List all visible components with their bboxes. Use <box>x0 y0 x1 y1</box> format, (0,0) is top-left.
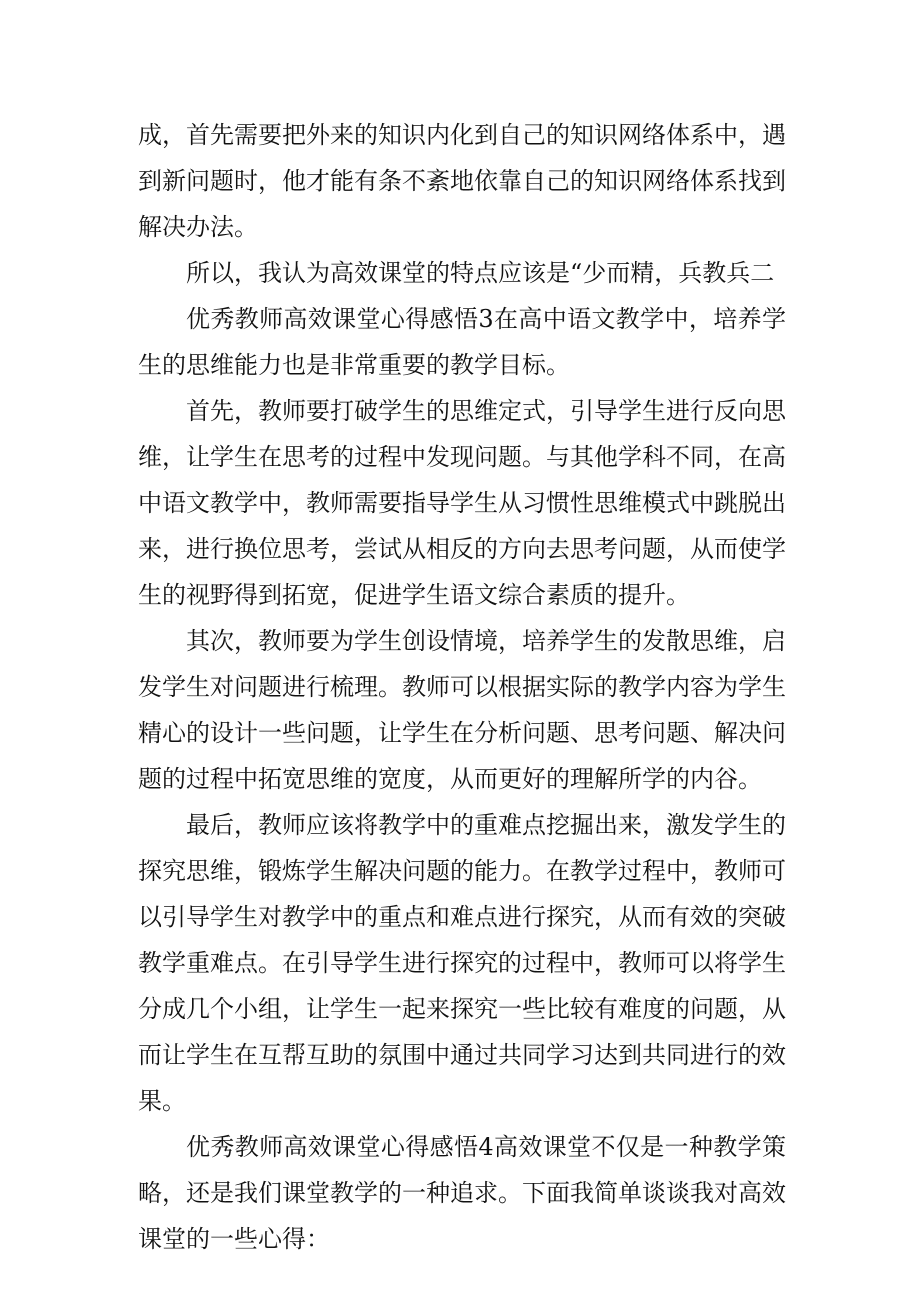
paragraph-reflection-3-intro: 优秀教师高效课堂心得感悟3在高中语文教学中，培养学生的思维能力也是非常重要的教学目标。 <box>138 305 786 379</box>
paragraph-last-point: 最后，教师应该将教学中的重难点挖掘出来，激发学生的探究思维，锻炼学生解决问题的能力。在教学过程中，教师可以引导学生对教学中的重点和难点进行探究，从而有效的突破教学重难点。在引导学生进行探究的过程中，教师可以将学生分成几个小组，让学生一起来探究一些比较有难度的问题，从而让学生在互帮互助的氛围中通过共同学习达到共同进行的效果。 <box>138 811 786 1115</box>
paragraph-first-point: 首先，教师要打破学生的思维定式，引导学生进行反向思维，让学生在思考的过程中发现问题。与其他学科不同，在高中语文教学中，教师需要指导学生从习惯性思维模式中跳脱出来，进行换位思考，尝试从相反的方向去思考问题，从而使学生的视野得到拓宽，促进学生语文综合素质的提升。 <box>138 397 786 609</box>
document-body <box>138 112 786 1262</box>
paragraph-continuation: 成，首先需要把外来的知识内化到自己的知识网络体系中，遇到新问题时，他才能有条不紊地依靠自己的知识网络体系找到解决办法。 <box>138 121 786 241</box>
paragraph-conclusion: 所以，我认为高效课堂的特点应该是“少而精，兵教兵二 <box>186 259 775 287</box>
paragraph-reflection-4-intro: 优秀教师高效课堂心得感悟4高效课堂不仅是一种教学策略，还是我们课堂教学的一种追求。下面我简单谈谈我对高效课堂的一些心得： <box>138 1133 786 1253</box>
paragraph-second-point: 其次，教师要为学生创设情境，培养学生的发散思维，启发学生对问题进行梳理。教师可以根据实际的教学内容为学生精心的设计一些问题，让学生在分析问题、思考问题、解决问题的过程中拓宽思维的宽度，从而更好的理解所学的内谷。 <box>138 627 786 793</box>
